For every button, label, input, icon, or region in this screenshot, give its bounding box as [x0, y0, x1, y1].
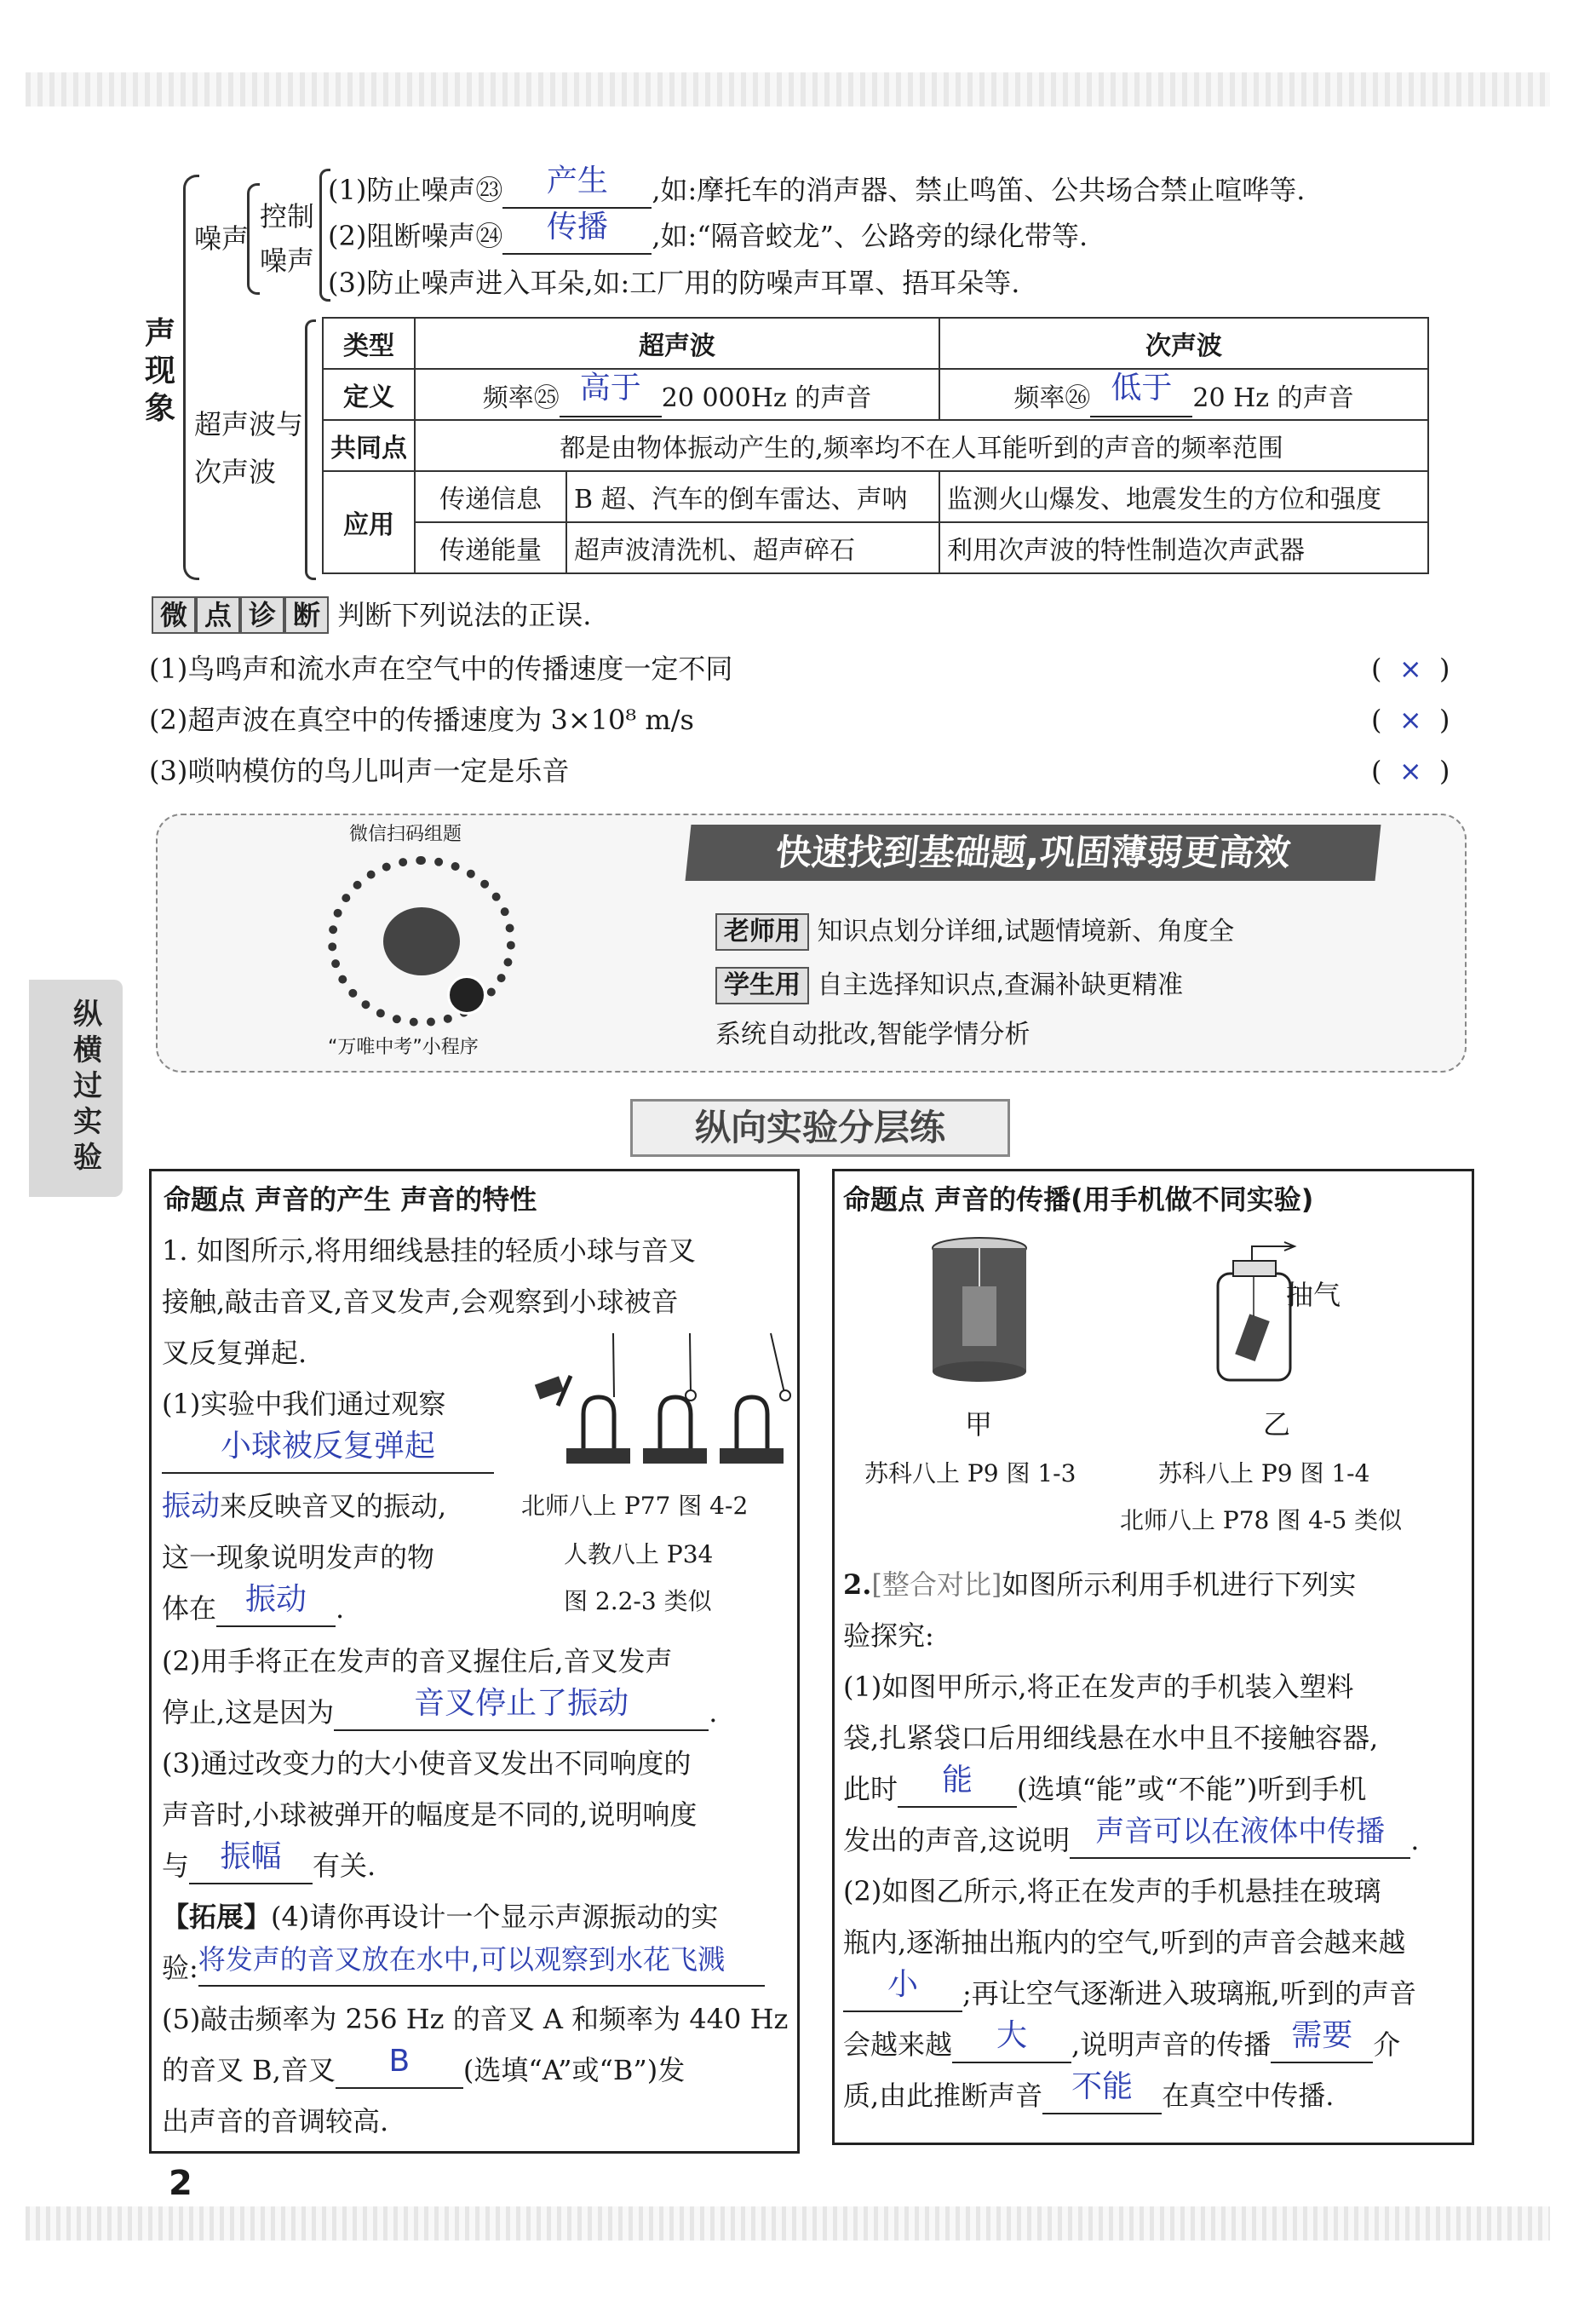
noise-bracket: [247, 183, 260, 295]
banner-title: 快速找到基础题,巩固薄弱更高效: [686, 825, 1381, 881]
answer-24: 传播: [546, 210, 608, 244]
teacher-line: 老师用 知识点划分详细,试题情境新、角度全: [715, 913, 1234, 951]
q1-p3-b: 声音时,小球被弹开的幅度是不同的,说明响度: [162, 1798, 698, 1831]
src-a: 苏科八上 P9 图 1-3: [864, 1459, 1076, 1487]
diagnose-item-3: (3)唢呐模仿的鸟儿叫声一定是乐音: [149, 755, 570, 787]
control-item-2: (2)阻断噪声㉔ 传播 ,如:“隔音蛟龙”、公路旁的绿化带等.: [328, 219, 1088, 255]
answer-q1-4: 振幅: [220, 1839, 282, 1874]
answer-q2-3: 小: [887, 1967, 918, 2002]
src-2: 人教八上 P34: [564, 1540, 714, 1568]
answer-q1-1: 小球被反复弹起: [220, 1429, 435, 1464]
answer-q2-5: 需要: [1291, 2018, 1353, 2053]
src-b: 苏科八上 P9 图 1-4: [1158, 1459, 1370, 1487]
side-tab[interactable]: 纵横过实验: [29, 980, 123, 1197]
answer-q1-2: 振动: [245, 1582, 307, 1617]
top-edge: [26, 72, 1550, 106]
q1-p2-b: 停止,这是因为 音叉停止了振动 .: [162, 1695, 717, 1731]
src-c: 北师八上 P78 图 4-5 类似: [1120, 1506, 1403, 1534]
control-item-3: (3)防止噪声进入耳朵,如:工厂用的防噪声耳罩、捂耳朵等.: [328, 267, 1020, 299]
scan-text: 微信扫码组题: [349, 824, 462, 845]
system-line: 系统自动批改,智能学情分析: [715, 1020, 1031, 1050]
q1-line-1: 1. 如图所示,将用细线悬挂的轻质小球与音叉: [162, 1234, 696, 1267]
right-heading: 命题点 声音的传播(用手机做不同实验): [843, 1183, 1314, 1216]
control-item-1: (1)防止噪声㉓ 产生 ,如:摩托车的消声器、禁止鸣笛、公共场合禁止喧哗等.: [328, 173, 1305, 209]
q2-line-1: 2.[整合对比]如图所示利用手机进行下列实: [843, 1568, 1357, 1601]
ultra-label: 超声波与次声波: [194, 408, 304, 488]
noise-label: 噪声: [194, 222, 250, 255]
mini-program-label: “万唯中考”小程序: [328, 1037, 479, 1058]
label-b: 乙: [1263, 1408, 1291, 1441]
q1-p3-a: (3)通过改变力的大小使音叉发出不同响度的: [162, 1747, 692, 1780]
pump-label: 抽气: [1286, 1279, 1341, 1311]
q1-line-3: 叉反复弹起.: [162, 1337, 307, 1369]
q1-p3-c: 与 振幅 有关.: [162, 1849, 376, 1884]
q2-p1-b: 袋,扎紧袋口后用细线悬在水中且不接触容器,: [843, 1722, 1379, 1754]
q1-p1-c: 这一现象说明发声的物: [162, 1541, 435, 1573]
answer-q1-3: 音叉停止了振动: [414, 1686, 629, 1721]
q1-p1-blank: [162, 1429, 494, 1474]
topic-label: 声现象: [145, 316, 176, 426]
diagnose-tag: 微: [152, 596, 196, 634]
answer-q1-5: 将发声的音叉放在水中,可以观察到水花飞溅: [198, 1943, 725, 1976]
diagnose-mark-3: ( × ): [1371, 755, 1450, 787]
q1-p5-b: 的音叉 B,音叉 B (选填“A”或“B”)发: [162, 2053, 685, 2089]
q1-p4-b: 验:将发声的音叉放在水中,可以观察到水花飞溅: [162, 1951, 765, 1987]
answer-q2-2: 声音可以在液体中传播: [1095, 1815, 1386, 1849]
q2-p1-a: (1)如图甲所示,将正在发声的手机装入塑料: [843, 1671, 1354, 1703]
student-line: 学生用 自主选择知识点,查漏补缺更精准: [715, 967, 1183, 1004]
label-a: 甲: [965, 1408, 993, 1441]
q2-p1-e: 发出的声音,这说明 声音可以在液体中传播 .: [843, 1823, 1419, 1859]
q1-p1-b: 振动来反映音叉的振动,: [162, 1489, 447, 1523]
answer-q2-4: 大: [996, 2018, 1028, 2053]
bottom-edge: [26, 2206, 1550, 2241]
q2-line-2: 验探究:: [843, 1619, 934, 1652]
src-3: 图 2.2-3 类似: [564, 1587, 712, 1615]
answer-25: 高于: [579, 370, 641, 406]
q1-p5-d: 出声音的音调较高.: [162, 2105, 389, 2137]
src-1: 北师八上 P77 图 4-2: [521, 1492, 749, 1520]
diagnose-item-2: (2)超声波在真空中的传播速度为 3×10⁸ m/s: [149, 704, 694, 736]
answer-q2-6: 不能: [1071, 2069, 1134, 2104]
diagnose-mark-1: ( × ): [1371, 653, 1450, 685]
q1-p1-a: (1)实验中我们通过观察: [162, 1388, 446, 1420]
answer-q2-1: 能: [942, 1763, 973, 1798]
q1-p1-d: 体在 振动 .: [162, 1591, 344, 1627]
answer-q1-6: B: [388, 2044, 410, 2079]
q1-p4-a: 【拓展】(4)请你再设计一个显示声源振动的实: [162, 1901, 719, 1933]
diagnose-item-1: (1)鸟鸣声和流水声在空气中的传播速度一定不同: [149, 653, 733, 685]
tuning-fork-figure: [532, 1329, 792, 1478]
q2-p1-c: 此时 能 (选填“能”或“不能”)听到手机: [843, 1772, 1366, 1808]
left-heading: 命题点 声音的产生 声音的特性: [164, 1183, 537, 1216]
q2-p2-g: 质,由此推断声音 不能 在真空中传播.: [843, 2079, 1334, 2114]
q2-p2-d: 会越来越 大 ,说明声音的传播 需要 介: [843, 2028, 1400, 2063]
answer-26: 低于: [1111, 370, 1173, 406]
section-title: 纵向实验分层练: [630, 1099, 1010, 1157]
q2-p2-b: 瓶内,逐渐抽出瓶内的空气,听到的声音会越来越: [843, 1926, 1406, 1959]
answer-23: 产生: [546, 164, 608, 198]
page-number: 2: [169, 2164, 192, 2203]
diagnose-mark-2: ( × ): [1371, 704, 1450, 736]
q2-p2-a: (2)如图乙所示,将正在发声的手机悬挂在玻璃: [843, 1875, 1381, 1907]
qr-code-icon[interactable]: [328, 856, 515, 1027]
wave-table: 类型 超声波 次声波 定义 频率㉕ 高于 20 000Hz 的声音 频率㉖ 低于 20 Hz 的声音 共同点 都是由物体振动产生的,频率均不在人耳能听到的声音的频率范围 应用 传递信息 B 超、汽车的倒车雷达、声呐 监测火山爆发、地震发生的方位和强度 传递能量 超声波清洗机、超声碎石 利用次声波的特性制造次声武器: [322, 317, 1429, 574]
experiment-a-figure: [928, 1235, 1031, 1384]
q1-p5-a: (5)敲击频率为 256 Hz 的音叉 A 和频率为 440 Hz: [162, 2003, 789, 2035]
q1-line-2: 接触,敲击音叉,音叉发声,会观察到小球被音: [162, 1286, 679, 1318]
q1-p2-a: (2)用手将正在发声的音叉握住后,音叉发声: [162, 1645, 673, 1677]
control-label: 控制噪声: [260, 200, 315, 277]
experiment-b-figure: [1209, 1240, 1303, 1389]
q2-p2-c: 小 ;再让空气逐渐进入玻璃瓶,听到的声音: [843, 1976, 1416, 2012]
diagnose-header: 微 点 诊 断 判断下列说法的正误.: [152, 596, 591, 634]
table-bracket: [305, 319, 316, 580]
